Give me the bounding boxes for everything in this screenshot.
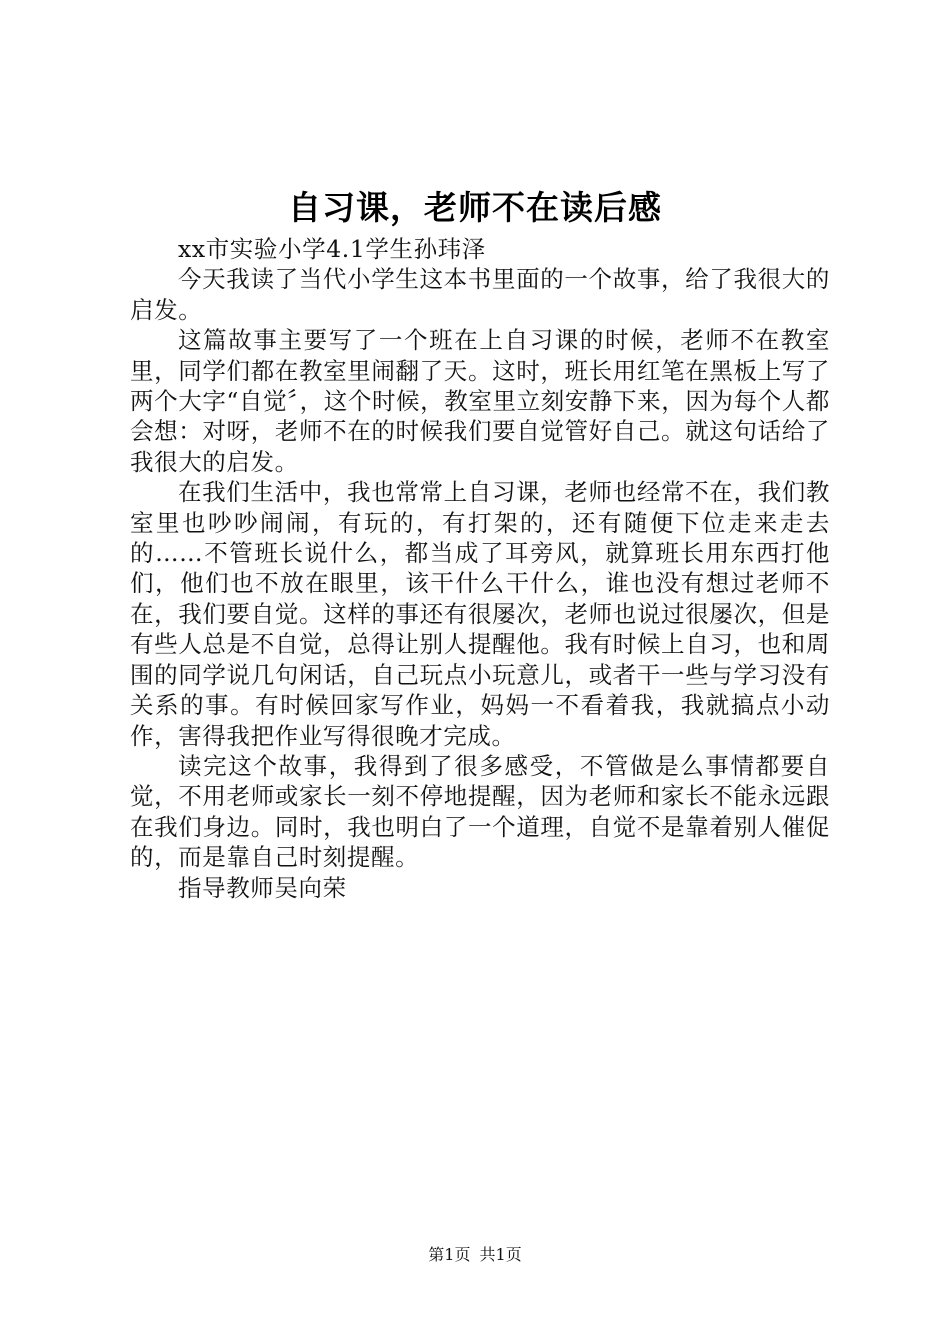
author-line: xx市实验小学4.1学生孙玮泽 [178,235,486,263]
paragraph: 在我们生活中，我也常常上自习课，老师也经常不在，我们教室里也吵吵闹闹，有玩的，有打架的，还有随便下位走来走去的……不管班长说什么，都当成了耳旁风，就算班长用东西打他们，他们也不放在眼里，该干什么干什么，谁也没有想过老师不在，我们要自觉。这样的事还有很屡次，老师也说过很屡次，但是有些人总是不自觉，总得让别人提醒他。我有时候上自习，也和周围的同学说几句闲话，自己玩点小玩意儿，或者干一些与学习没有关系的事。有时候回家写作业，妈妈一不看着我，我就搞点小动作，害得我把作业写得很晚才完成。 [130,478,830,750]
document-title: 自习课，老师不在读后感 [288,188,662,227]
page-footer [0,1244,950,1266]
teacher-line: 指导教师吴向荣 [178,873,347,902]
paragraph: 读完这个故事，我得到了很多感受，不管做是么事情都要自觉，不用老师或家长一刻不停地提醒，因为老师和家长不能永远跟在我们身边。同时，我也明白了一个道理，自觉不是靠着别人催促的，而是靠自己时刻提醒。 [130,751,830,872]
paragraph: 今天我读了当代小学生这本书里面的一个故事，给了我很大的启发。 [130,265,830,324]
paragraph: 这篇故事主要写了一个班在上自习课的时候，老师不在教室里，同学们都在教室里闹翻了天。这时，班长用红笔在黑板上写了两个大字“自觉〞，这个时候，教室里立刻安静下来，因为每个人都会想：对呀，老师不在的时候我们要自觉管好自己。就这句话给了我很大的启发。 [130,326,830,476]
page-total: 共1页 [479,1245,522,1264]
page-number: 第1页 [428,1245,471,1264]
document-body [130,234,830,903]
